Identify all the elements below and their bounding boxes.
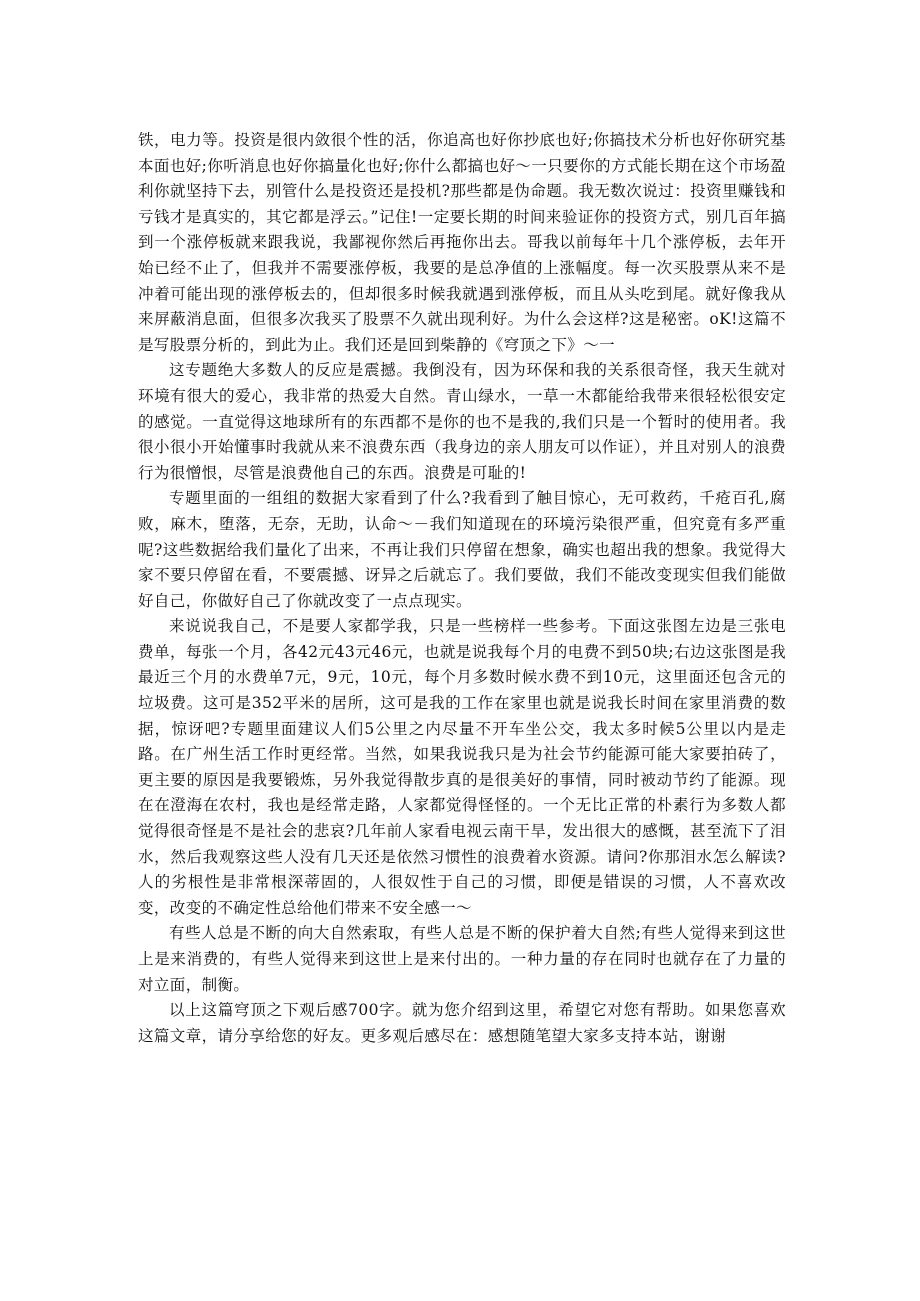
paragraph-reaction: 这专题绝大多数人的反应是震撼。我倒没有，因为环保和我的关系很奇怪，我天生就对环境有很大的爱心，我非常的热爱大自然。青山绿水，一草一木都能给我带来很轻松很安定的感觉。一直觉得这地球所有的东西都不是你的也不是我的,我们只是一个暂时的使用者。我很小很小开始懂事时我就从来不浪费东西（我身边的亲人朋友可以作证），并且对别人的浪费行为很憎恨，尽管是浪费他自己的东西。浪费是可耻的! [138,361,786,482]
article-body [138,128,786,1049]
paragraph-personal: 来说说我自己，不是要人家都学我，只是一些榜样一些参考。下面这张图左边是三张电费单，每张一个月，各42元43元46元，也就是说我每个月的电费不到50块;右边这张图是我最近三个月的水费单7元，9元，10元，每个月多数时候水费不到10元，这里面还包含元的垃圾费。这可是352平米的居所，这可是我的工作在家里也就是说我长时间在家里消费的数据，惊讶吧?专题里面建议人们5公里之内尽量不开车坐公交，我太多时候5公里以内是走路。在广州生活工作时更经常。当然，如果我说我只是为社会节约能源可能大家要拍砖了，更主要的原因是我要锻炼，另外我觉得散步真的是很美好的事情，同时被动节约了能源。现在在澄海在农村，我也是经常走路，人家都觉得怪怪的。一个无比正常的朴素行为多数人都觉得很奇怪是不是社会的悲哀?几年前人家看电视云南干旱，发出很大的感慨，甚至流下了泪水，然后我观察这些人没有几天还是依然习惯性的浪费着水资源。请问?你那泪水怎么解读?人的劣根性是非常根深蒂固的，人很奴性于自己的习惯，即便是错误的习惯，人不喜欢改变，改变的不确定性总给他们带来不安全感一～ [138,617,786,917]
paragraph-closing: 以上这篇穹顶之下观后感700字。就为您介绍到这里，希望它对您有帮助。如果您喜欢这篇文章，请分享给您的好友。更多观后感尽在：感想随笔望大家多支持本站，谢谢 [138,1001,786,1045]
paragraph-data: 专题里面的一组组的数据大家看到了什么?我看到了触目惊心，无可救药，千疮百孔,腐败，麻木，堕落，无奈，无助，认命～－我们知道现在的环境污染很严重，但究竟有多严重呢?这些数据给我们量化了出来，不再让我们只停留在想象，确实也超出我的想象。我觉得大家不要只停留在看，不要震撼、讶异之后就忘了。我们要做，我们不能改变现实但我们能做好自己，你做好自己了你就改变了一点点现实。 [138,489,786,610]
paragraph-investment: 铁，电力等。投资是很内敛很个性的活，你追高也好你抄底也好;你搞技术分析也好你研究基本面也好;你听消息也好你搞量化也好;你什么都搞也好～一只要你的方式能长期在这个市场盈利你就坚持下去，别管什么是投资还是投机?那些都是伪命题。我无数次说过：投资里赚钱和亏钱才是真实的，其它都是浮云。”记住!一定要长期的时间来验证你的投资方式，别几百年搞到一个涨停板就来跟我说，我鄙视你然后再拖你出去。哥我以前每年十几个涨停板，去年开始已经不止了，但我并不需要涨停板，我要的是总净值的上涨幅度。每一次买股票从来不是冲着可能出现的涨停板去的，但却很多时候我就遇到涨停板，而且从头吃到尾。就好像我从来屏蔽消息面，但很多次我买了股票不久就出现利好。为什么会这样?这是秘密。oK!这篇不是写股票分析的，到此为止。我们还是回到柴静的《穹顶之下》～一 [138,131,786,354]
paragraph-nature: 有些人总是不断的向大自然索取，有些人总是不断的保护着大自然;有些人觉得来到这世上是来消费的，有些人觉得来到这世上是来付出的。一种力量的存在同时也就存在了力量的对立面，制衡。 [138,924,786,994]
